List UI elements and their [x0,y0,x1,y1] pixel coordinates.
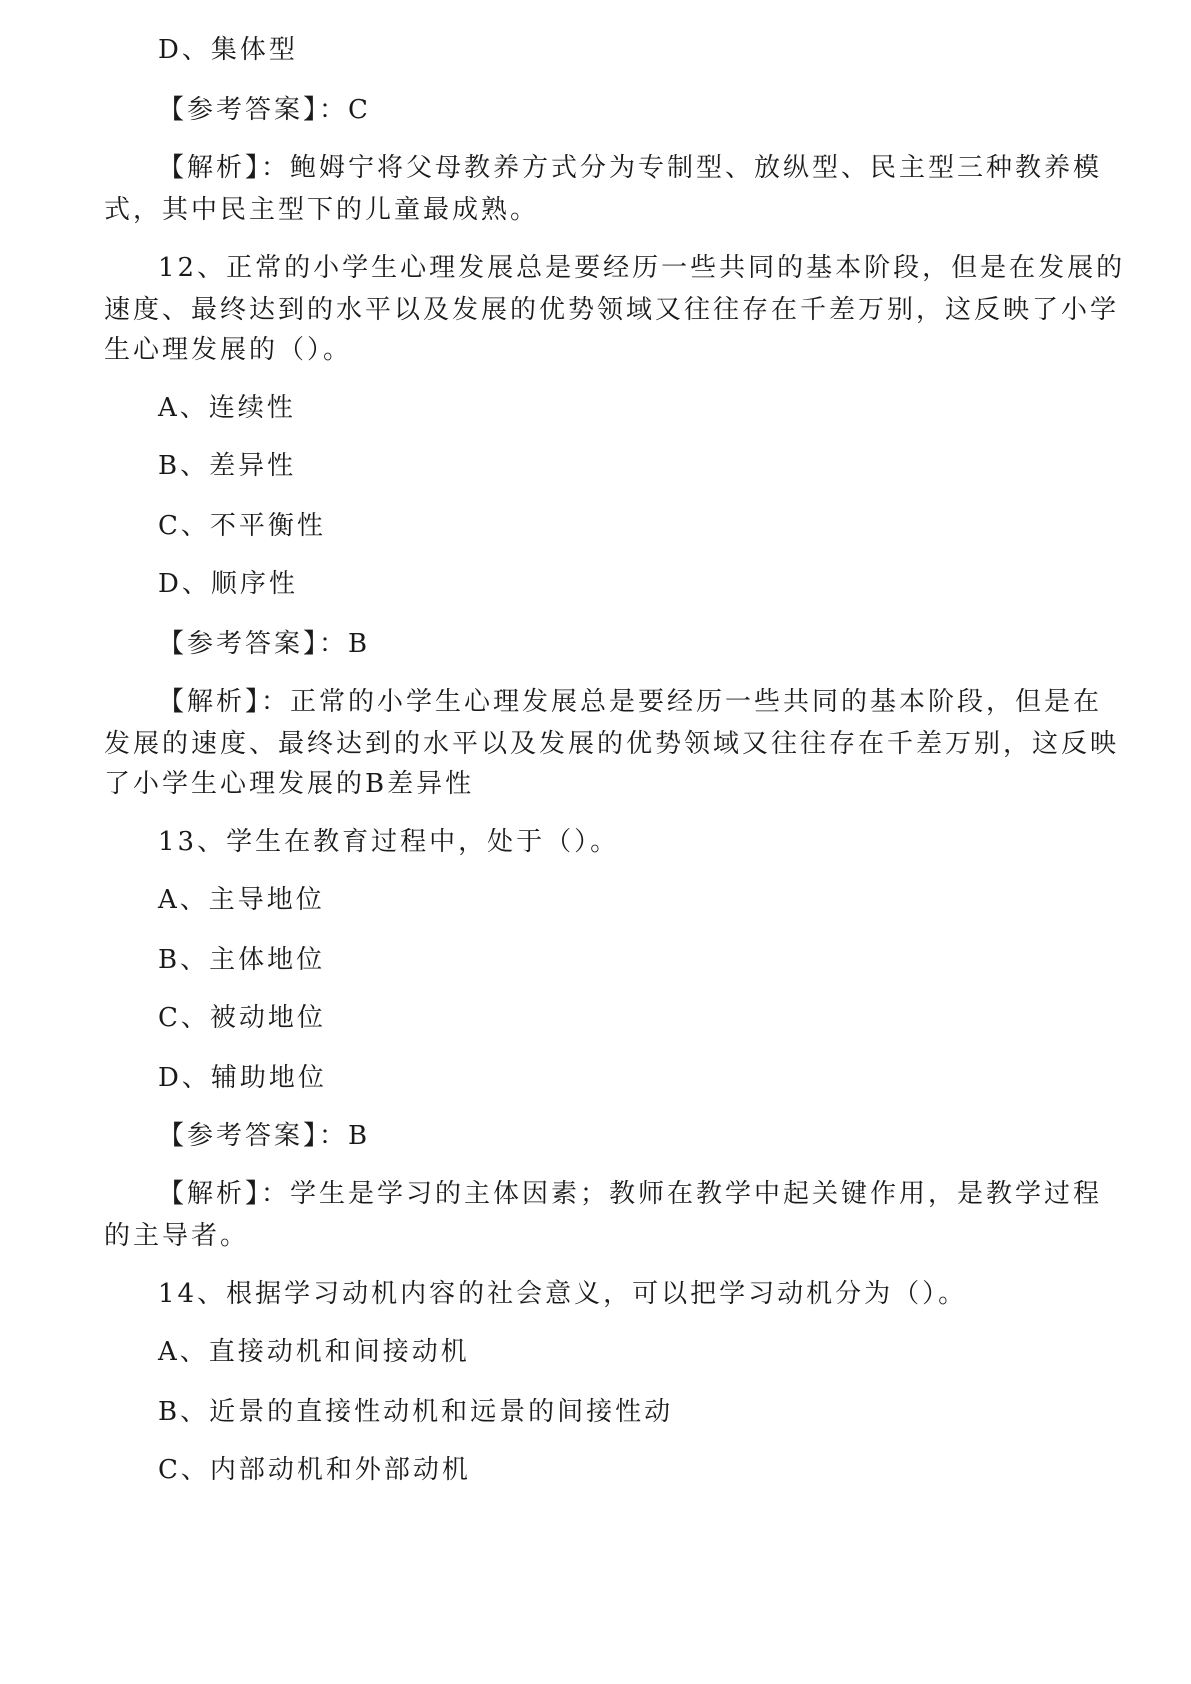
q14-option-c: C、内部动机和外部动机 [158,1455,471,1485]
q12-option-a: A、连续性 [158,393,296,423]
q14-option-a: A、直接动机和间接动机 [158,1337,470,1367]
q13-option-b: B、主体地位 [158,945,326,975]
q12-answer: 【参考答案】：B [158,629,371,659]
q12-explanation-line-2: 发展的速度、最终达到的水平以及发展的优势领域又往往存在千差万别，这反映 [104,729,1120,759]
q13-explanation-line-2: 的主导者。 [104,1221,250,1251]
q11-explanation-line-2: 式，其中民主型下的儿童最成熟。 [104,195,540,225]
q13-answer: 【参考答案】：B [158,1121,371,1151]
q11-option-d: D、集体型 [158,35,298,65]
q12-option-b: B、差异性 [158,451,297,481]
q13-option-c: C、被动地位 [158,1003,326,1033]
q13-question: 13、学生在教育过程中，处于（）。 [158,827,620,857]
q12-question-line-3: 生心理发展的（）。 [104,335,353,365]
q14-option-b: B、近景的直接性动机和远景的间接性动 [158,1397,674,1427]
q12-question-line-2: 速度、最终达到的水平以及发展的优势领域又往往存在千差万别，这反映了小学 [104,295,1120,325]
q14-question: 14、根据学习动机内容的社会意义，可以把学习动机分为（）。 [158,1279,968,1309]
q13-option-d: D、辅助地位 [158,1063,327,1093]
q12-option-c: C、不平衡性 [158,511,326,541]
q12-explanation-line-3: 了小学生心理发展的B差异性 [104,769,475,799]
q13-explanation-line-1: 【解析】：学生是学习的主体因素；教师在教学中起关键作用，是教学过程 [158,1179,1103,1209]
q13-option-a: A、主导地位 [158,885,325,915]
q12-option-d: D、顺序性 [158,569,298,599]
q12-explanation-line-1: 【解析】：正常的小学生心理发展总是要经历一些共同的基本阶段，但是在 [158,687,1103,717]
q11-answer: 【参考答案】：C [158,95,371,125]
q11-explanation-line-1: 【解析】：鲍姆宁将父母教养方式分为专制型、放纵型、民主型三种教养模 [158,153,1103,183]
q12-question-line-1: 12、正常的小学生心理发展总是要经历一些共同的基本阶段，但是在发展的 [158,253,1126,283]
